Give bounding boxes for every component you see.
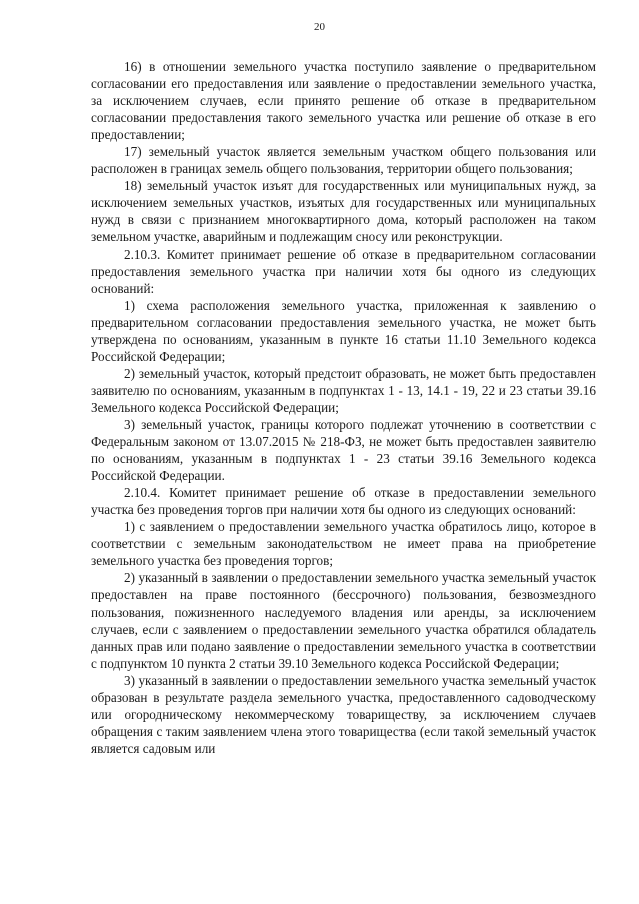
paragraph-item-16: 16) в отношении земельного участка поступило заявление о предварительном согласовании его предоставления или заявление о предоставлении земельного участка, за исключением случаев, если принято решение об отказе в предварительном согласовании предоставления такого земельного участка или решение об отказе в его предоставлении;: [91, 59, 596, 143]
paragraph-section-2-10-4: 2.10.4. Комитет принимает решение об отказе в предоставлении земельного участка без проведения торгов при наличии хотя бы одного из следующих оснований:: [91, 485, 596, 518]
paragraph-2-10-4-item-2: 2) указанный в заявлении о предоставлении земельного участка земельный участок предоставлен на праве постоянного (бессрочного) пользования, безвозмездного пользования, пожизненного наследуемого владения или аренды, за исключением случаев, если с заявлением о предоставлении земельного участка обратился обладатель данных прав или подано заявление о предоставлении земельного участка в соответствии с подпунктом 10 пункта 2 статьи 39.10 Земельного кодекса Российской Федерации;: [91, 570, 596, 671]
paragraph-2-10-3-item-1: 1) схема расположения земельного участка, приложенная к заявлению о предварительном согласовании предоставления земельного участка, не может быть утверждена по основаниям, указанным в пункте 16 статьи 11.10 Земельного кодекса Российской Федерации;: [91, 297, 596, 364]
page-number: 20: [314, 21, 325, 33]
paragraph-2-10-4-item-3: 3) указанный в заявлении о предоставлении земельного участка земельный участок образован в результате раздела земельного участка, предоставленного садоводческому или огородническому некоммерческому товариществу, за исключением случаев обращения с таким заявлением члена этого товарищества (если такой земельный участок является садовым или: [91, 672, 596, 756]
paragraph-2-10-3-item-3: 3) земельный участок, границы которого подлежат уточнению в соответствии с Федеральным законом от 13.07.2015 № 218-ФЗ, не может быть предоставлен заявителю по основаниям, указанным в подпунктах 1 - 23 статьи 39.16 Земельного кодекса Российской Федерации.: [91, 416, 596, 484]
document-body: [91, 58, 596, 757]
paragraph-2-10-4-item-1: 1) с заявлением о предоставлении земельного участка обратилось лицо, которое в соответствии с земельным законодательством не имеет права на приобретение земельного участка без проведения торгов;: [91, 519, 596, 569]
paragraph-item-17: 17) земельный участок является земельным участком общего пользования или расположен в границах земель общего пользования, территории общего пользования;: [91, 144, 596, 177]
paragraph-2-10-3-item-2: 2) земельный участок, который предстоит образовать, не может быть предоставлен заявителю по основаниям, указанным в подпунктах 1 - 13, 14.1 - 19, 22 и 23 статьи 39.16 Земельного кодекса Российской Федерации;: [91, 365, 596, 415]
paragraph-section-2-10-3: 2.10.3. Комитет принимает решение об отказе в предварительном согласовании предоставления земельного участка при наличии хотя бы одного из следующих оснований:: [91, 246, 596, 296]
paragraph-item-18: 18) земельный участок изъят для государственных или муниципальных нужд, за исключением земельных участков, изъятых для государственных или муниципальных нужд в связи с признанием многоквартирного дома, который расположен на таком земельном участке, аварийным и подлежащим сносу или реконструкции.: [91, 178, 596, 245]
